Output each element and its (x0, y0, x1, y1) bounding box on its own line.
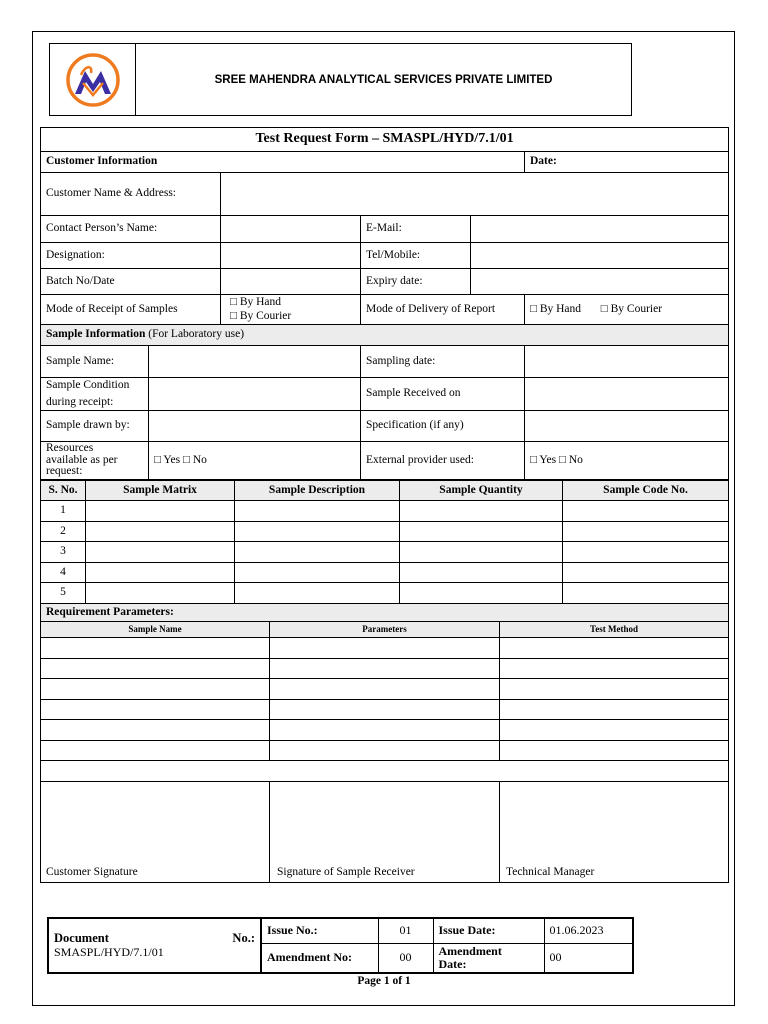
company-header (49, 43, 632, 116)
resources-yes-no[interactable]: □ Yes □ No (149, 442, 361, 480)
receiver-signature[interactable]: Signature of Sample Receiver (270, 782, 500, 883)
tel-field[interactable] (471, 243, 729, 269)
sample-table (40, 480, 729, 604)
expiry-field[interactable] (471, 269, 729, 295)
table-header: Sample Name (41, 622, 270, 638)
sample-name-label: Sample Name: (41, 346, 149, 378)
issue-date-label: Issue Date: (433, 918, 544, 943)
specification-field[interactable] (525, 411, 729, 442)
blank-row (41, 761, 729, 782)
table-row (41, 720, 729, 741)
document-label: Document (54, 931, 109, 946)
table-row (41, 659, 729, 679)
external-provider-yes-no[interactable]: □ Yes □ No (525, 442, 729, 480)
specification-label: Specification (if any) (361, 411, 525, 442)
manager-signature[interactable]: Technical Manager (500, 782, 729, 883)
customer-signature[interactable]: Customer Signature (41, 782, 270, 883)
drawn-by-label: Sample drawn by: (41, 411, 149, 442)
table-row: 1 (41, 501, 729, 522)
logo-cell (50, 44, 136, 115)
issue-no-value: 01 (378, 918, 433, 943)
table-row: 4 (41, 563, 729, 583)
table-row (41, 741, 729, 761)
external-provider-label: External provider used: (361, 442, 525, 480)
table-header: Sample Description (235, 481, 400, 501)
email-label: E-Mail: (361, 216, 471, 243)
expiry-label: Expiry date: (361, 269, 471, 295)
table-header: Sample Quantity (400, 481, 563, 501)
table-row (41, 700, 729, 720)
requirements-heading: Requirement Parameters: (41, 604, 729, 622)
sample-name-field[interactable] (149, 346, 361, 378)
page-number: Page 1 of 1 (357, 975, 411, 987)
table-header: Sample Code No. (563, 481, 729, 501)
amendment-no-value: 00 (378, 943, 433, 973)
issue-no-label: Issue No.: (261, 918, 378, 943)
tel-label: Tel/Mobile: (361, 243, 471, 269)
amendment-date-value: 00 (544, 943, 633, 973)
table-row (41, 638, 729, 659)
sample-condition-field[interactable] (149, 378, 361, 411)
table-row: 3 (41, 542, 729, 563)
table-row (41, 679, 729, 700)
company-logo (63, 51, 123, 109)
sampling-date-field[interactable] (525, 346, 729, 378)
receipt-by-courier-checkbox[interactable]: □ By Courier (230, 309, 292, 322)
resources-label: Resources available as per request: (41, 442, 149, 480)
contact-person-label: Contact Person’s Name: (41, 216, 221, 243)
customer-name-field[interactable] (221, 173, 729, 216)
form-title: Test Request Form – SMASPL/HYD/7.1/01 (41, 128, 729, 152)
table-header: Parameters (270, 622, 500, 638)
requirements-table (40, 603, 729, 883)
delivery-by-courier-checkbox[interactable]: □ By Courier (600, 302, 663, 315)
received-on-label: Sample Received on (361, 378, 525, 411)
receipt-by-hand-checkbox[interactable]: □ By Hand (230, 296, 282, 309)
table-row: 5 (41, 583, 729, 604)
document-number: SMASPL/HYD/7.1/01 (54, 944, 164, 959)
mode-delivery-label: Mode of Delivery of Report (361, 295, 525, 325)
sample-info-heading: Sample Information (For Laboratory use) (41, 325, 729, 346)
drawn-by-field[interactable] (149, 411, 361, 442)
designation-label: Designation: (41, 243, 221, 269)
mode-receipt-label: Mode of Receipt of Samples (41, 295, 221, 325)
table-header: Sample Matrix (86, 481, 235, 501)
table-row: 2 (41, 522, 729, 542)
batch-field[interactable] (221, 269, 361, 295)
amendment-date-label: Amendment Date: (433, 943, 544, 973)
document-control-table (47, 917, 634, 974)
amendment-no-label: Amendment No: (261, 943, 378, 973)
sample-condition-label: Sample Condition during receipt: (41, 378, 149, 411)
test-request-form (40, 127, 729, 480)
signature-row (41, 782, 729, 883)
no-label: No.: (232, 931, 255, 946)
sampling-date-label: Sampling date: (361, 346, 525, 378)
date-label: Date: (525, 152, 729, 173)
company-name: SREE MAHENDRA ANALYTICAL SERVICES PRIVATE LIMITED (214, 73, 553, 86)
table-header: S. No. (41, 481, 86, 501)
table-header: Test Method (500, 622, 729, 638)
received-on-field[interactable] (525, 378, 729, 411)
designation-field[interactable] (221, 243, 361, 269)
issue-date-value: 01.06.2023 (544, 918, 633, 943)
customer-name-label: Customer Name & Address: (41, 173, 221, 216)
email-field[interactable] (471, 216, 729, 243)
batch-label: Batch No/Date (41, 269, 221, 295)
delivery-by-hand-checkbox[interactable]: □ By Hand (530, 302, 582, 315)
contact-person-field[interactable] (221, 216, 361, 243)
customer-info-heading: Customer Information (41, 152, 525, 173)
document-no-cell (48, 918, 261, 973)
